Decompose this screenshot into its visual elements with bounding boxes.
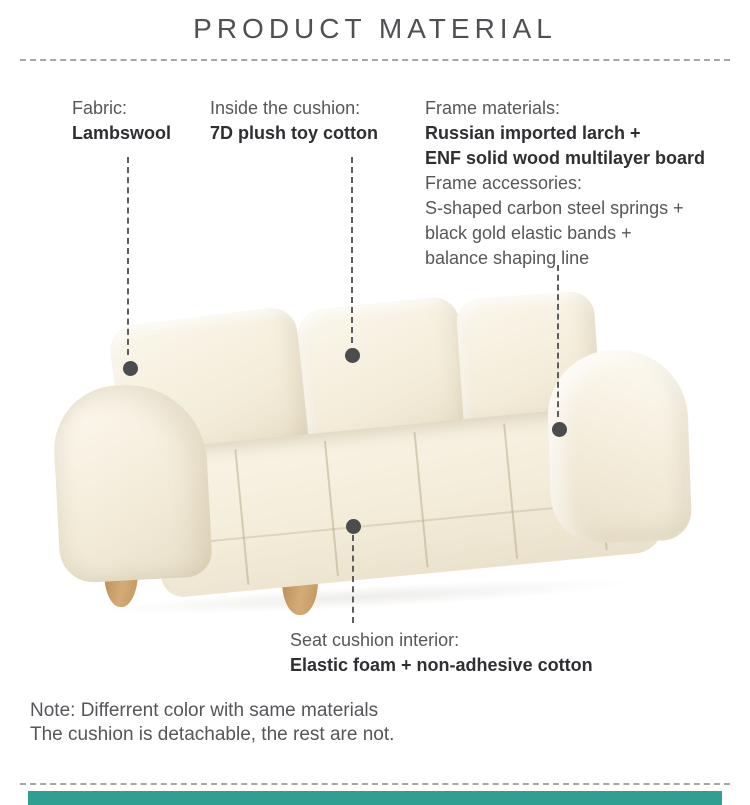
inside-cushion-callout-label	[210, 96, 378, 146]
frame-callout-label	[425, 96, 705, 271]
frame-accessories-line1: S-shaped carbon steel springs +	[425, 198, 684, 218]
seat-seam	[324, 441, 339, 577]
fabric-callout-line	[127, 157, 129, 355]
inside-cushion-callout-line	[351, 157, 353, 343]
inside-cushion-value: 7D plush toy cotton	[210, 123, 378, 143]
seat-cushion-callout-line	[352, 535, 354, 623]
seat-cushion-value: Elastic foam + non-adhesive cotton	[290, 655, 593, 675]
seat-cushion-label: Seat cushion interior:	[290, 630, 460, 650]
fabric-callout-dot	[123, 361, 138, 376]
seat-seam	[414, 432, 429, 568]
frame-accessories-label: Frame accessories:	[425, 173, 583, 193]
frame-callout-line	[557, 265, 559, 417]
bottom-dashed-divider	[20, 783, 730, 785]
frame-callout-dot	[552, 422, 567, 437]
note-text	[30, 699, 394, 747]
frame-materials-line2: ENF solid wood multilayer board	[425, 148, 706, 168]
inside-cushion-callout-dot	[345, 348, 360, 363]
page-title: PRODUCT MATERIAL	[193, 13, 557, 44]
fabric-label: Fabric:	[72, 98, 128, 118]
note-line-1: Note: Differrent color with same materials	[30, 700, 379, 721]
inside-cushion-label: Inside the cushion:	[210, 98, 361, 118]
note-line-2: The cushion is detachable, the rest are not.	[30, 724, 395, 745]
seat-seam	[234, 449, 249, 585]
frame-materials-label: Frame materials:	[425, 98, 561, 118]
frame-accessories-line3: balance shaping line	[425, 248, 590, 268]
fabric-value: Lambswool	[72, 123, 172, 143]
seat-cushion-callout-dot	[346, 519, 361, 534]
seat-seam	[503, 423, 518, 559]
frame-materials-line1: Russian imported larch +	[425, 123, 641, 143]
top-dashed-divider	[20, 59, 730, 61]
armrest-right	[546, 348, 693, 545]
seat-cushion-callout-label	[290, 628, 593, 678]
frame-accessories-line2: black gold elastic bands +	[425, 223, 632, 243]
bottom-accent-bar	[28, 791, 722, 805]
fabric-callout-label	[72, 96, 171, 146]
